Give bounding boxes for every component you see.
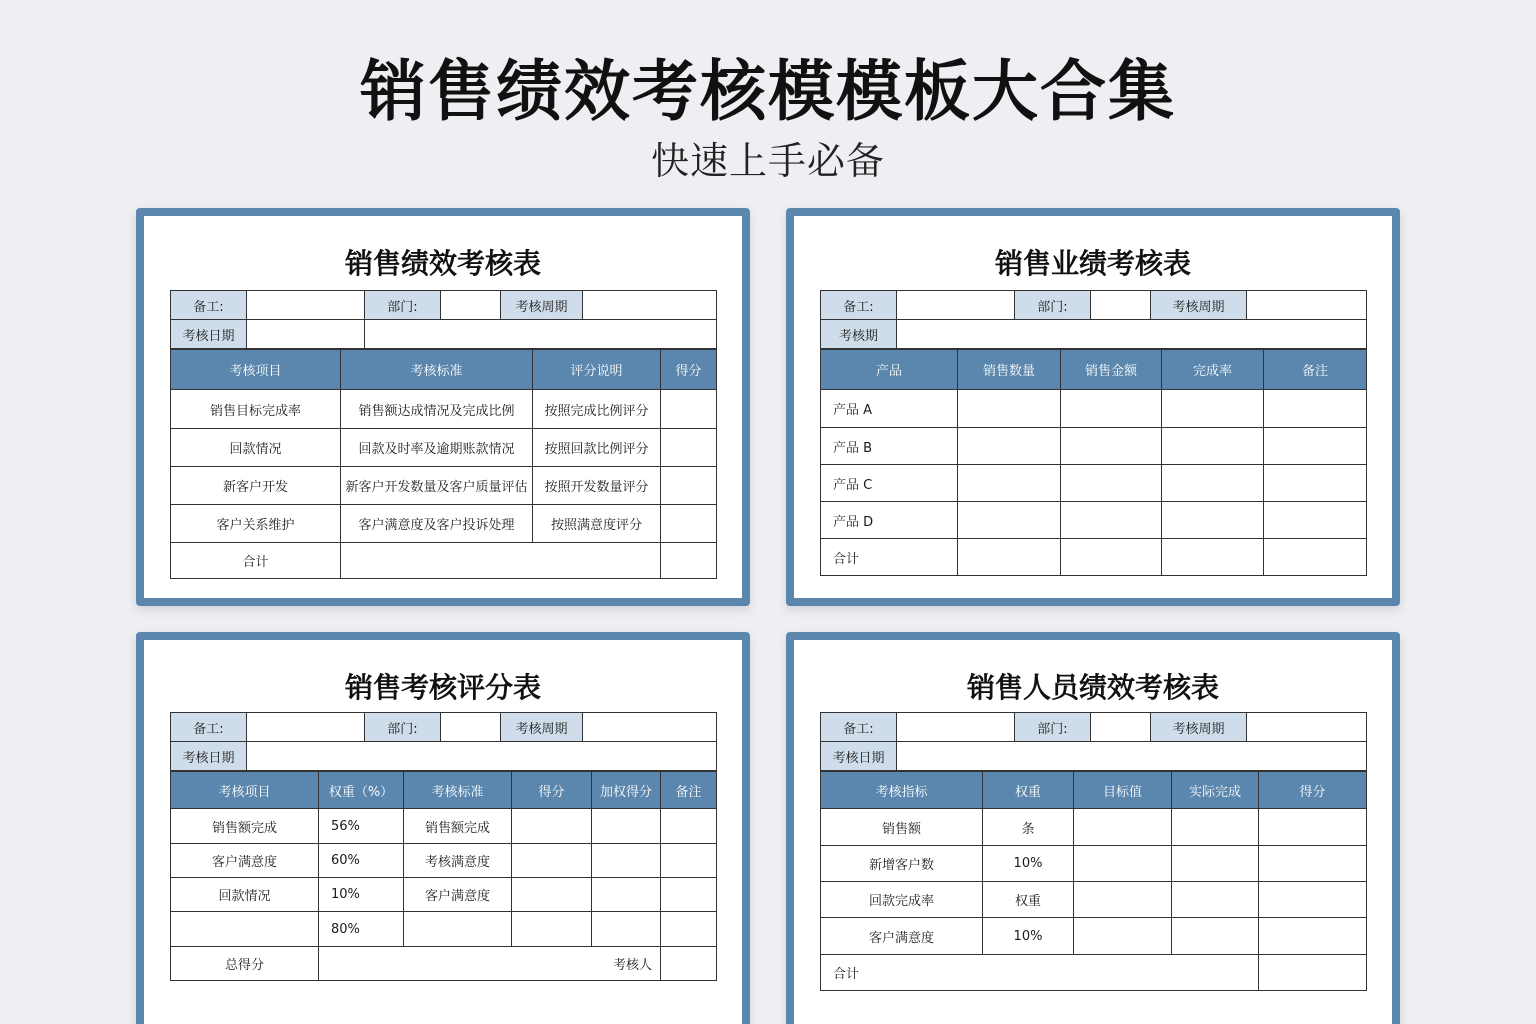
table-cell[interactable] — [1061, 390, 1162, 428]
info-table — [170, 712, 717, 771]
period-field[interactable] — [583, 291, 717, 320]
employee-field[interactable] — [897, 291, 1015, 320]
table-cell: 销售额 — [821, 809, 983, 846]
table-cell[interactable] — [1259, 846, 1367, 882]
table-header: 考核项目 — [171, 772, 319, 809]
table-header: 完成率 — [1162, 350, 1264, 390]
table-cell: 按照开发数量评分 — [533, 467, 661, 505]
table-cell: 客户满意度及客户投诉处理 — [341, 505, 533, 543]
table-cell[interactable] — [1162, 539, 1264, 576]
score-cell[interactable] — [661, 505, 717, 543]
table-cell[interactable] — [1264, 502, 1367, 539]
info-table — [820, 712, 1367, 771]
table-cell[interactable] — [1162, 428, 1264, 465]
dept-field[interactable] — [1091, 713, 1151, 742]
employee-label: 备工: — [171, 713, 247, 742]
info-table — [820, 290, 1367, 349]
table-cell: 回款完成率 — [821, 882, 983, 918]
table-header: 备注 — [661, 772, 717, 809]
date-field[interactable] — [897, 320, 1367, 349]
employee-label: 备工: — [821, 713, 897, 742]
dept-field[interactable] — [441, 713, 501, 742]
table-header: 考核标准 — [341, 350, 533, 390]
weight-cell: 条 — [983, 809, 1074, 846]
table-cell[interactable] — [1264, 539, 1367, 576]
score-cell[interactable] — [661, 390, 717, 429]
table-cell[interactable] — [1061, 539, 1162, 576]
weight-cell: 56% — [319, 809, 404, 844]
table-cell: 新客户开发数量及客户质量评估 — [341, 467, 533, 505]
employee-field[interactable] — [897, 713, 1015, 742]
dept-label: 部门: — [1015, 713, 1091, 742]
weight-cell: 10% — [983, 846, 1074, 882]
table-cell: 回款情况 — [171, 878, 319, 912]
template-card-scoring[interactable] — [136, 632, 750, 1024]
dept-field[interactable] — [441, 291, 501, 320]
score-cell[interactable] — [512, 844, 592, 878]
score-cell[interactable] — [661, 809, 717, 844]
total-label: 合计 — [171, 543, 341, 579]
weight-cell: 60% — [319, 844, 404, 878]
table-cell: 新客户开发 — [171, 467, 341, 505]
score-cell[interactable] — [592, 809, 661, 844]
table-header: 备注 — [1264, 350, 1367, 390]
table-cell[interactable] — [1264, 428, 1367, 465]
reviewer-field[interactable] — [661, 947, 717, 981]
period-label: 考核周期 — [1151, 291, 1247, 320]
product-name: 产品 D — [821, 502, 958, 539]
table-header: 权重 — [983, 772, 1074, 809]
sales-table — [820, 349, 1367, 576]
scoring-table — [170, 771, 717, 981]
sub-title: 快速上手必备 — [650, 139, 885, 183]
table-cell[interactable] — [958, 465, 1061, 502]
table-header: 目标值 — [1074, 772, 1172, 809]
table-cell[interactable] — [1264, 390, 1367, 428]
table-cell: 回款及时率及逾期账款情况 — [341, 429, 533, 467]
total-score[interactable] — [1259, 955, 1367, 991]
table-cell: 客户满意度 — [404, 878, 512, 912]
date-field[interactable] — [247, 742, 717, 771]
table-cell[interactable] — [958, 390, 1061, 428]
period-label: 考核周期 — [501, 713, 583, 742]
table-header: 考核项目 — [171, 350, 341, 390]
period-field[interactable] — [1247, 291, 1367, 320]
total-label: 合计 — [821, 955, 1259, 991]
score-cell[interactable] — [512, 809, 592, 844]
table-cell[interactable] — [1162, 465, 1264, 502]
table-header: 实际完成 — [1172, 772, 1259, 809]
table-cell: 新增客户数 — [821, 846, 983, 882]
period-label: 考核周期 — [1151, 713, 1247, 742]
table-cell[interactable] — [404, 912, 512, 947]
table-cell[interactable] — [1259, 918, 1367, 955]
score-cell[interactable] — [661, 429, 717, 467]
table-header: 评分说明 — [533, 350, 661, 390]
total-score-label: 总得分 — [171, 947, 319, 981]
table-cell[interactable] — [1074, 809, 1172, 846]
score-cell[interactable] — [661, 912, 717, 947]
dept-label: 部门: — [365, 713, 441, 742]
score-cell[interactable] — [661, 467, 717, 505]
table-header: 得分 — [512, 772, 592, 809]
weight-cell: 10% — [983, 918, 1074, 955]
employee-label: 备工: — [171, 291, 247, 320]
date-field-a[interactable] — [247, 320, 365, 349]
table-cell[interactable] — [1259, 809, 1367, 846]
card-title: 销售考核评分表 — [344, 671, 541, 704]
table-cell[interactable] — [958, 428, 1061, 465]
employee-label: 备工: — [821, 291, 897, 320]
score-cell[interactable] — [592, 878, 661, 912]
product-name: 产品 A — [821, 390, 958, 428]
table-cell[interactable] — [1172, 846, 1259, 882]
card-title: 销售业绩考核表 — [994, 247, 1191, 280]
table-cell[interactable] — [1061, 465, 1162, 502]
table-cell: 回款情况 — [171, 429, 341, 467]
total-value[interactable] — [341, 543, 661, 579]
table-cell[interactable] — [1259, 882, 1367, 918]
table-cell[interactable] — [1061, 428, 1162, 465]
table-cell[interactable] — [958, 502, 1061, 539]
table-cell[interactable] — [1162, 390, 1264, 428]
score-table — [170, 349, 717, 579]
reviewer-label: 考核人 — [319, 947, 661, 981]
table-cell: 销售额完成 — [404, 809, 512, 844]
info-table — [170, 290, 717, 349]
table-header: 权重（%） — [319, 772, 404, 809]
dept-field[interactable] — [1091, 291, 1151, 320]
table-cell[interactable] — [1074, 882, 1172, 918]
weight-cell: 10% — [319, 878, 404, 912]
table-cell[interactable] — [1172, 809, 1259, 846]
table-cell: 按照回款比例评分 — [533, 429, 661, 467]
card-title: 销售绩效考核表 — [344, 247, 541, 280]
score-cell[interactable] — [661, 878, 717, 912]
table-cell[interactable] — [1172, 882, 1259, 918]
table-cell[interactable] — [1172, 918, 1259, 955]
table-header: 得分 — [661, 350, 717, 390]
main-title: 销售绩效考核模模板大合集 — [360, 53, 1176, 130]
table-header: 销售金额 — [1061, 350, 1162, 390]
employee-field[interactable] — [247, 713, 365, 742]
score-cell[interactable] — [512, 912, 592, 947]
table-cell[interactable] — [1074, 918, 1172, 955]
table-header: 考核指标 — [821, 772, 983, 809]
table-cell: 考核满意度 — [404, 844, 512, 878]
table-header: 产品 — [821, 350, 958, 390]
table-cell: 客户满意度 — [821, 918, 983, 955]
template-card-sales-results[interactable] — [786, 208, 1400, 606]
date-label: 考核日期 — [821, 742, 897, 771]
table-header: 考核标准 — [404, 772, 512, 809]
template-card-performance[interactable] — [136, 208, 750, 606]
table-header: 加权得分 — [592, 772, 661, 809]
product-name: 产品 C — [821, 465, 958, 502]
table-cell[interactable] — [1162, 502, 1264, 539]
score-cell[interactable] — [512, 878, 592, 912]
dept-label: 部门: — [1015, 291, 1091, 320]
date-label: 考核日期 — [171, 320, 247, 349]
table-cell[interactable] — [1264, 465, 1367, 502]
date-label: 考核期 — [821, 320, 897, 349]
score-cell[interactable] — [592, 844, 661, 878]
date-label: 考核日期 — [171, 742, 247, 771]
table-cell: 客户满意度 — [171, 844, 319, 878]
score-cell[interactable] — [592, 912, 661, 947]
table-cell: 客户关系维护 — [171, 505, 341, 543]
table-cell: 销售目标完成率 — [171, 390, 341, 429]
card-title: 销售人员绩效考核表 — [966, 671, 1219, 704]
table-cell: 销售额达成情况及完成比例 — [341, 390, 533, 429]
employee-field[interactable] — [247, 291, 365, 320]
period-label: 考核周期 — [501, 291, 583, 320]
period-field[interactable] — [583, 713, 717, 742]
table-cell: 按照满意度评分 — [533, 505, 661, 543]
score-cell[interactable] — [661, 844, 717, 878]
dept-label: 部门: — [365, 291, 441, 320]
table-cell: 按照完成比例评分 — [533, 390, 661, 429]
weight-cell: 80% — [319, 912, 404, 947]
table-cell[interactable] — [958, 539, 1061, 576]
total-score[interactable] — [661, 543, 717, 579]
period-field[interactable] — [1247, 713, 1367, 742]
table-cell: 销售额完成 — [171, 809, 319, 844]
weight-cell: 权重 — [983, 882, 1074, 918]
table-cell[interactable] — [1074, 846, 1172, 882]
total-label: 合计 — [821, 539, 958, 576]
table-cell[interactable] — [171, 912, 319, 947]
date-field[interactable] — [897, 742, 1367, 771]
date-field-b[interactable] — [365, 320, 717, 349]
table-header: 销售数量 — [958, 350, 1061, 390]
template-card-staff-performance[interactable] — [786, 632, 1400, 1024]
product-name: 产品 B — [821, 428, 958, 465]
staff-table — [820, 771, 1367, 991]
table-cell[interactable] — [1061, 502, 1162, 539]
table-header: 得分 — [1259, 772, 1367, 809]
